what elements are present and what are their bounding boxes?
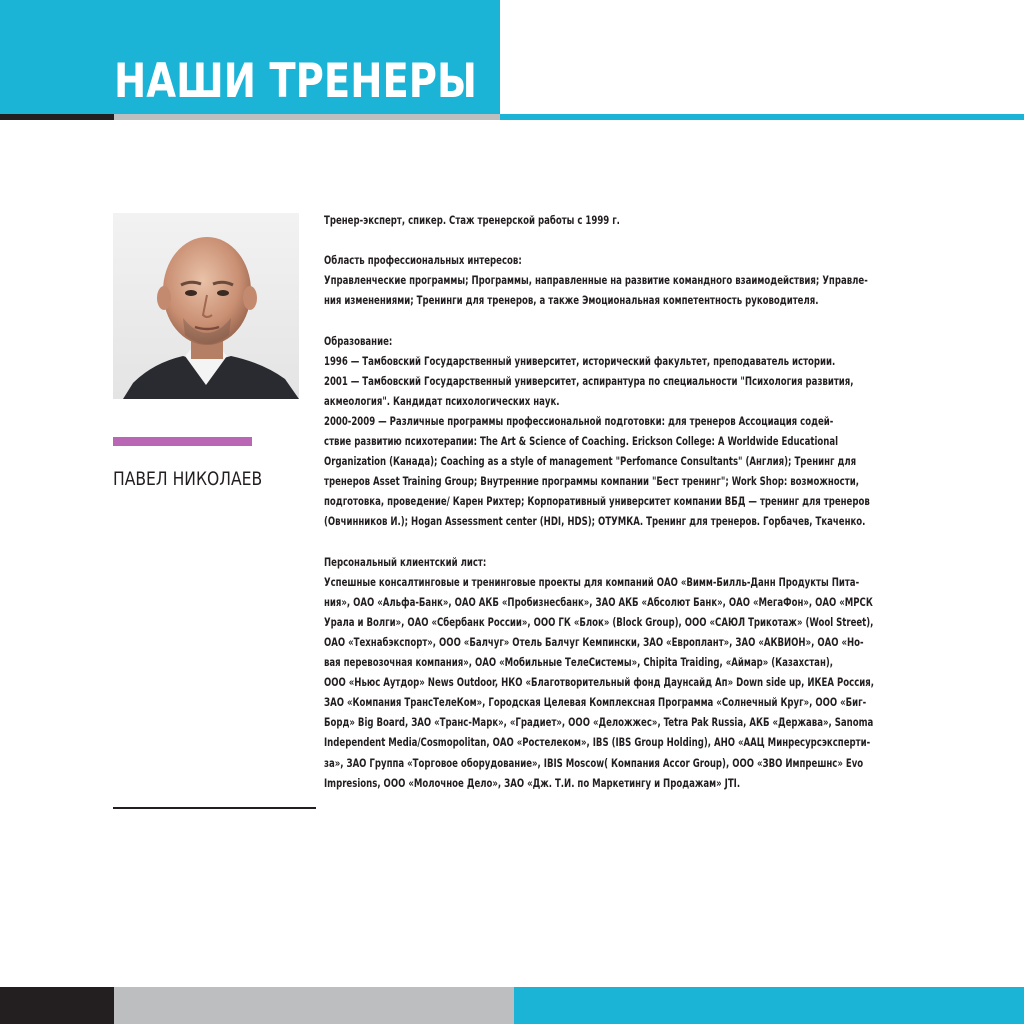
education-line: тренеров Asset Training Group; Внутренние программы компании "Бест тренинг"; Work Shop: возможности, <box>324 474 859 489</box>
trainer-photo <box>113 213 299 399</box>
education-line: ствие развитию психотерапии: The Art & Science of Coaching. Erickson College: A Worldwide Educational <box>324 434 839 449</box>
education-line: акмеология". Кандидат психологических наук. <box>324 393 560 408</box>
name-accent-bar <box>113 437 252 446</box>
bottom-stripe-gray <box>114 987 514 1024</box>
education-line: 2001 — Тамбовский Государственный университет, аспирантура по специальности "Психология развития, <box>324 373 854 388</box>
clients-line: ОАО «Технабэкспорт», ООО «Балчуг» Отель Балчуг Кемпински, ЗАО «Европлант», ЗАО «АКВИОН», ОАО «Но- <box>324 634 864 649</box>
education-line: подготовка, проведение/ Карен Рихтер; Корпоративный университет компании ВБД — тренинг для тренеров <box>324 494 870 509</box>
bio-intro: Тренер-эксперт, спикер. Стаж тренерской работы с 1999 г. <box>324 213 620 227</box>
top-stripe-gray <box>114 114 500 120</box>
clients-line: Independent Media/Cosmopolitan, ОАО «Ростелеком», IBS (IBS Group Holding), АНО «ААЦ Минресурсэксперти- <box>324 735 871 750</box>
interests-heading: Область профессиональных интересов: <box>324 253 522 268</box>
interests-line: Управленческие программы; Программы, направленные на развитие командного взаимодействия; Управле- <box>324 273 868 288</box>
divider-rule <box>113 807 316 809</box>
clients-line: Урала и Волги», ОАО «Сбербанк России», ООО ГК «Блок» (Block Group), ООО «САЮЛ Трикотаж» (Wool Street), <box>324 614 874 629</box>
education-heading: Образование: <box>324 333 393 348</box>
clients-line: Impresions, ООО «Молочное Дело», ЗАО «Дж. Т.И. по Маркетингу и Продажам» JTI. <box>324 775 741 790</box>
clients-line: ния», ОАО «Альфа-Банк», ОАО АКБ «Пробизнесбанк», ЗАО АКБ «Абсолют Банк», ОАО «МегаФон», ОАО «МРСК <box>324 594 873 609</box>
bottom-stripe-cyan <box>514 987 1024 1024</box>
education-line: (Овчинников И.); Hogan Assessment center (HDI, HDS); ОТУМКА. Тренинг для тренеров. Горбачев, Ткаченко. <box>324 514 866 529</box>
page-title: НАШИ ТРЕНЕРЫ <box>114 54 477 109</box>
interests-line: ния изменениями; Тренинги для тренеров, а также Эмоциональная компетентность руководителя. <box>324 293 819 308</box>
clients-line: ЗАО «Компания ТрансТелеКом», Городская Целевая Комплексная Программа «Солнечный Круг», ООО «Биг- <box>324 695 867 710</box>
education-line: Organization (Канада); Coaching as a style of management "Perfomance Consultants" (Англия); Тренинг для <box>324 454 857 469</box>
portrait-photo-icon <box>113 213 299 399</box>
clients-line: за», ЗАО Группа «Торговое оборудование», IBIS Moscow( Компания Accor Group), ООО «ЗВО Импрешнс» Evo <box>324 755 864 770</box>
top-stripe-dark <box>0 114 114 120</box>
clients-line: вая перевозочная компания», ОАО «Мобильные ТелеСистемы», Chipita Traiding, «Аймар» (Казахстан), <box>324 655 834 670</box>
clients-line: ООО «Ньюс Аутдор» News Outdoor, НКО «Благотворительный фонд Даунсайд Ап» Down side up, ИКЕА Россия, <box>324 675 875 690</box>
trainer-bio <box>324 210 898 793</box>
education-line: 2000-2009 — Различные программы профессиональной подготовки: для тренеров Ассоциация содей- <box>324 413 834 428</box>
clients-line: Борд» Big Board, ЗАО «Транс-Марк», «Градиет», ООО «Деложжес», Tetra Pak Russia, АКБ «Держава», Sanoma <box>324 715 874 730</box>
bottom-stripe-dark <box>0 987 114 1024</box>
trainer-name: ПАВЕЛ НИКОЛАЕВ <box>113 468 263 490</box>
education-line: 1996 — Тамбовский Государственный университет, исторический факультет, преподаватель истории. <box>324 353 836 368</box>
clients-heading: Персональный клиентский лист: <box>324 554 487 569</box>
top-stripe-cyan <box>500 114 1024 120</box>
clients-line: Успешные консалтинговые и тренинговые проекты для компаний ОАО «Вимм-Билль-Данн Продукты Пита- <box>324 574 860 589</box>
